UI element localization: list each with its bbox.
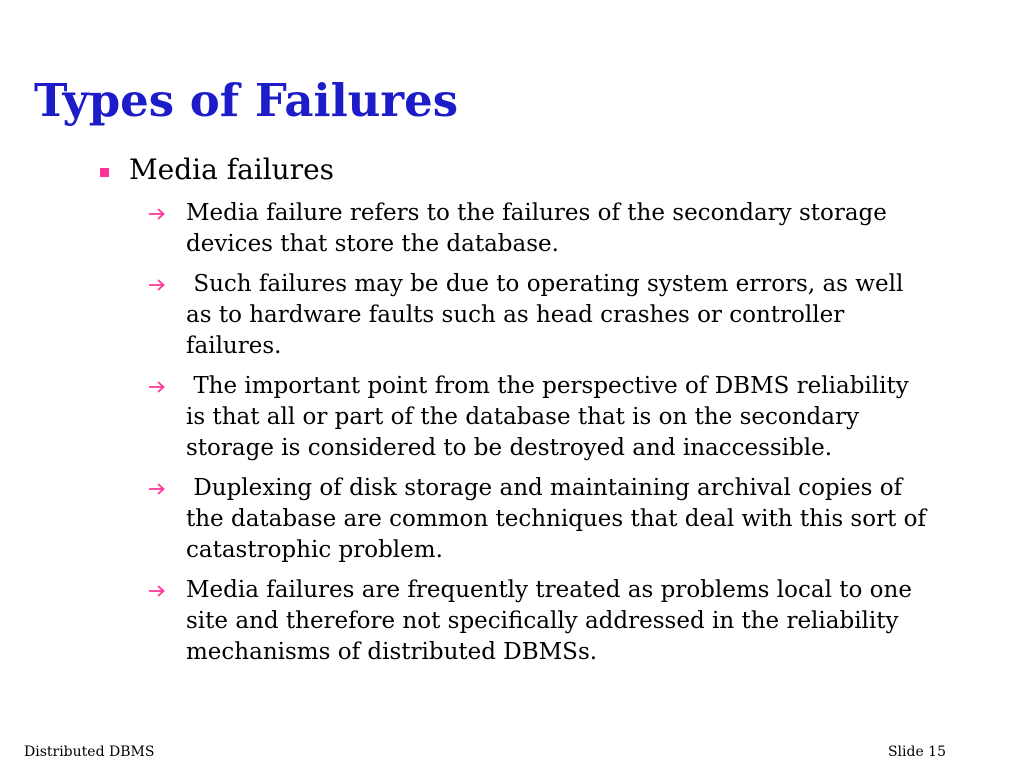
square-bullet-icon	[100, 168, 109, 177]
footer-slide-number: Slide 15	[887, 744, 946, 760]
sub-bullet-text: Media failures are frequently treated as problems local to one site and therefore not specifically addressed in the reliability mechanisms of distributed DBMSs.	[186, 577, 920, 665]
sub-bullet-item	[148, 371, 948, 464]
sub-bullet-item	[148, 269, 948, 362]
sub-bullet-item	[148, 473, 948, 566]
right-arrow-icon	[148, 473, 186, 504]
sub-bullet-text: Media failure refers to the failures of the secondary storage devices that store the database.	[186, 200, 895, 257]
sub-bullet-text: The important point from the perspective of DBMS reliability is that all or part of the database that is on the secondary storage is considered to be destroyed and inaccessible.	[186, 373, 917, 461]
sub-bullet-text: Such failures may be due to operating system errors, as well as to hardware faults such as head crashes or controller failures.	[186, 271, 911, 359]
main-bullet	[100, 152, 334, 188]
right-arrow-icon	[148, 269, 186, 300]
sub-bullet-item	[148, 198, 948, 260]
main-bullet-text: Media failures	[129, 153, 335, 186]
right-arrow-icon	[148, 575, 186, 606]
right-arrow-icon	[148, 371, 186, 402]
sub-bullet-item	[148, 575, 948, 668]
footer-course-name: Distributed DBMS	[24, 744, 155, 760]
slide-title: Types of Failures	[34, 74, 459, 127]
sub-bullet-text: Duplexing of disk storage and maintaining archival copies of the database are common techniques that deal with this sort of catastrophic problem.	[186, 475, 934, 563]
sub-bullet-list	[148, 198, 948, 677]
right-arrow-icon	[148, 198, 186, 229]
